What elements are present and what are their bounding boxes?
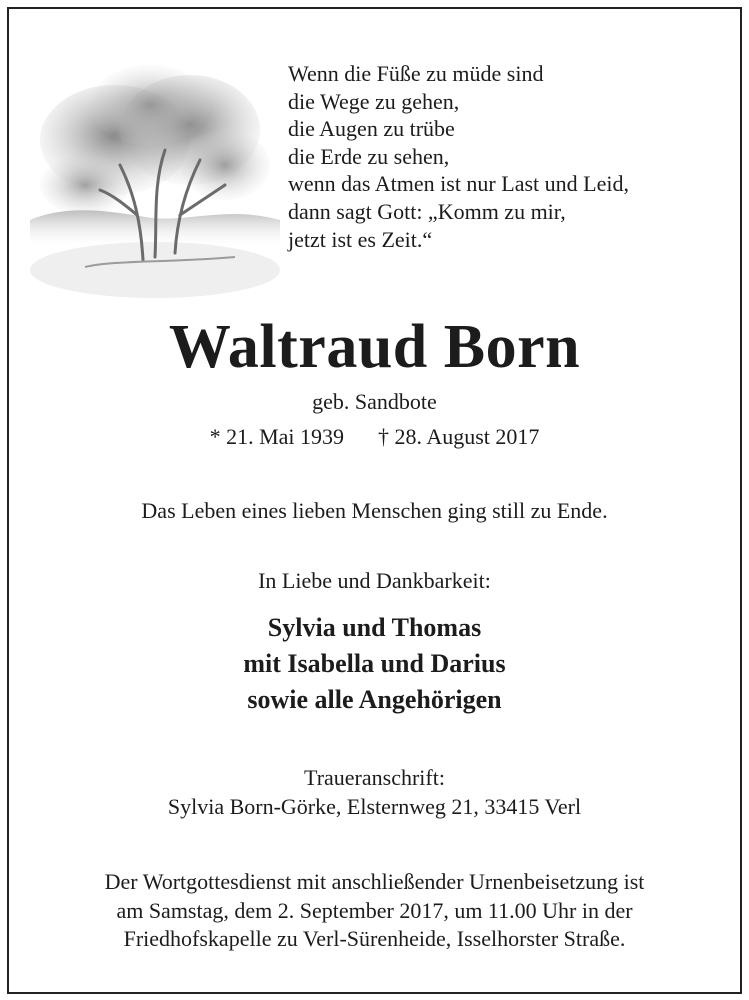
- mourner-line: mit Isabella und Darius: [243, 649, 506, 678]
- service-line: am Samstag, dem 2. September 2017, um 11.00 Uhr in der: [116, 897, 633, 923]
- poem-line: Wenn die Füße zu müde sind: [288, 61, 544, 86]
- mourner-line: Sylvia und Thomas: [267, 613, 482, 642]
- death-date: † 28. August 2017: [378, 424, 540, 449]
- deceased-name: Waltraud Born: [168, 313, 581, 381]
- service-line: Der Wortgottesdienst mit anschließender Urnenbeisetzung ist: [104, 869, 645, 894]
- poem-line: dann sagt Gott: „Komm zu mir,: [288, 198, 566, 224]
- mourning-address: [0, 763, 749, 821]
- poem-line: die Wege zu gehen,: [288, 88, 460, 114]
- maiden-name: geb. Sandbote: [312, 389, 437, 414]
- poem-line: wenn das Atmen ist nur Last und Leid,: [288, 171, 629, 197]
- birth-date: * 21. Mai 1939: [209, 424, 345, 449]
- intro-text: Das Leben eines lieben Menschen ging still zu Ende.: [141, 498, 608, 523]
- poem-line: die Augen zu trübe: [288, 116, 455, 142]
- address-label: Traueranschrift:: [304, 765, 445, 790]
- trees-landscape-icon: [25, 45, 285, 300]
- mourners-heading: In Liebe und Dankbarkeit:: [258, 568, 491, 593]
- life-dates: [0, 424, 749, 450]
- poem-line: die Erde zu sehen,: [288, 143, 450, 169]
- service-info: [0, 868, 749, 954]
- service-line: Friedhofskapelle zu Verl-Sürenheide, Isselhorster Straße.: [123, 926, 626, 951]
- poem-line: jetzt ist es Zeit.“: [288, 226, 433, 252]
- address-value: Sylvia Born-Görke, Elsternweg 21, 33415 Verl: [167, 794, 582, 819]
- poem: [288, 60, 629, 253]
- mourner-line: sowie alle Angehörigen: [247, 685, 502, 714]
- mourners-list: [0, 610, 749, 718]
